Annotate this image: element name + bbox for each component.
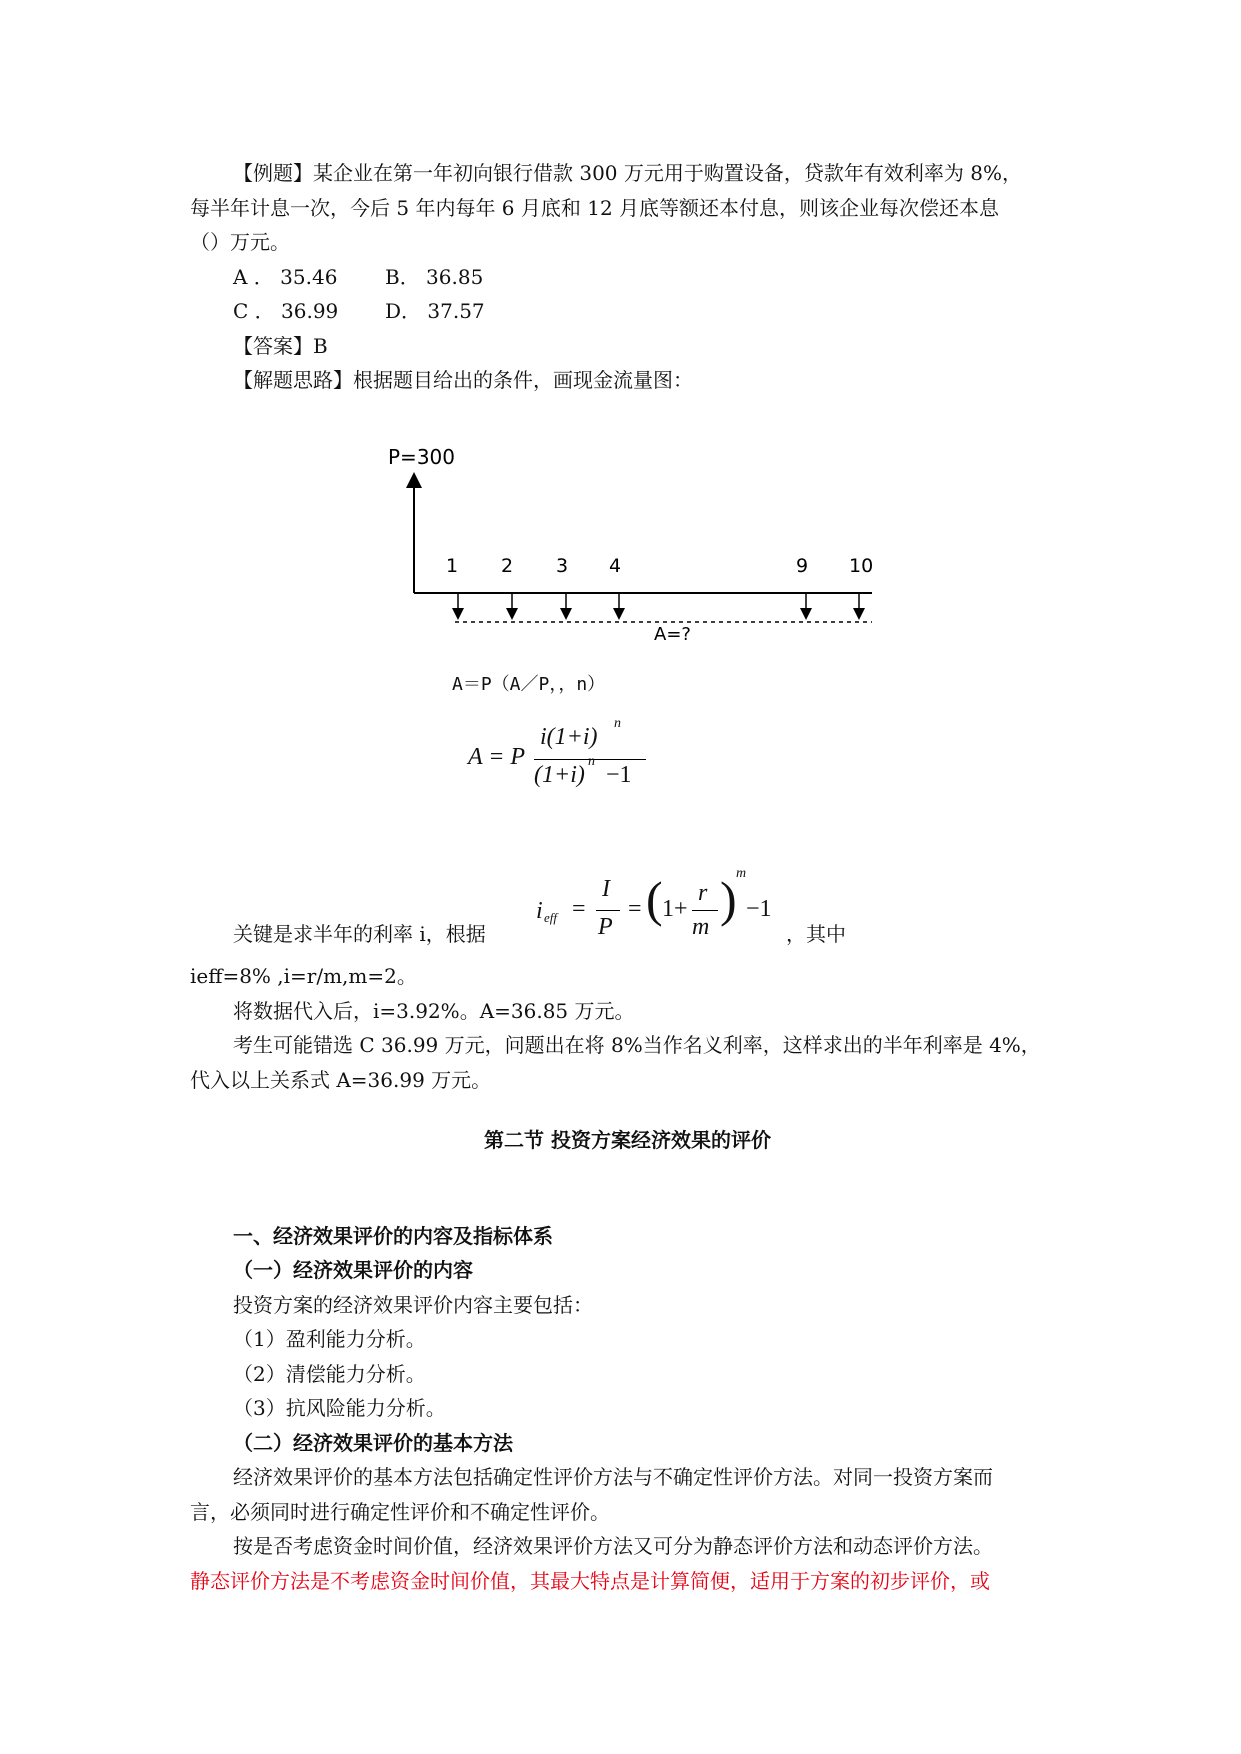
heading-1-1: （一）经济效果评价的内容: [233, 1258, 473, 1282]
formula-3-frac-bar: [596, 910, 620, 911]
formula-2-numerator: i(1+i): [540, 724, 598, 750]
formula-1: A＝P（A／P，，n）: [452, 674, 606, 695]
example-line-1: 【例题】某企业在第一年初向银行借款 300 万元用于购置设备，贷款年有效利率为 8%，: [233, 161, 1022, 185]
formula-3-eq1: =: [572, 896, 586, 922]
formula-3-eq2: =: [628, 896, 642, 922]
option-d: D． 37.57: [385, 299, 485, 323]
answer: 【答案】B: [233, 334, 328, 358]
approach: 【解题思路】根据题目给出的条件，画现金流量图：: [233, 368, 693, 392]
substitute: 将数据代入后，i=3.92%。A=36.85 万元。: [233, 999, 635, 1023]
key-sentence-suffix: ，其中: [786, 922, 846, 946]
formula-3-frac-den: P: [598, 914, 613, 940]
period-label-3: 3: [556, 555, 569, 577]
period-label-1: 1: [446, 555, 459, 577]
period-label-10: 10: [849, 555, 874, 577]
methods-line-4-highlight: 静态评价方法是不考虑资金时间价值，其最大特点是计算简便，适用于方案的初步评价，或: [190, 1569, 990, 1593]
methods-line-1: 经济效果评价的基本方法包括确定性评价方法与不确定性评价方法。对同一投资方案而: [233, 1465, 993, 1489]
formula-2-denominator-exp: n: [588, 754, 595, 769]
formula-3-r: r: [698, 880, 708, 906]
formula-3-tail: −1: [746, 896, 772, 922]
heading-1-2: （二）经济效果评价的基本方法: [233, 1431, 513, 1455]
methods-line-3: 按是否考虑资金时间价值，经济效果评价方法又可分为静态评价方法和动态评价方法。: [233, 1534, 993, 1558]
content-intro: 投资方案的经济效果评价内容主要包括：: [233, 1293, 593, 1317]
option-a: A ． 35.46: [233, 265, 338, 289]
formula-3-paren-close: ): [720, 871, 737, 927]
formula-3: [536, 866, 776, 950]
formula-2-lhs: A = P: [468, 744, 526, 770]
option-b: B． 36.85: [385, 265, 484, 289]
formula-3-subscript: eff: [544, 910, 557, 925]
list-item: （2）清偿能力分析。: [233, 1362, 426, 1386]
section-title: 第二节 投资方案经济效果的评价: [484, 1128, 771, 1152]
key-sentence-prefix: 关键是求半年的利率 i，根据: [233, 922, 486, 946]
mistake-line-1: 考生可能错选 C 36.99 万元，问题出在将 8%当作名义利率，这样求出的半年利率是 4%，: [233, 1033, 1041, 1057]
example-line-3: （）万元。: [190, 230, 290, 254]
methods-line-2: 言，必须同时进行确定性评价和不确定性评价。: [190, 1500, 610, 1524]
heading-1: 一、经济效果评价的内容及指标体系: [233, 1224, 553, 1248]
period-label-9: 9: [796, 555, 809, 577]
formula-2-numerator-exp: n: [614, 716, 621, 731]
annuity-label: A=?: [654, 624, 691, 645]
formula-2-denominator: (1+i): [534, 762, 585, 788]
period-label-2: 2: [501, 555, 514, 577]
params: ieff=8% ,i=r/m,m=2。: [190, 964, 417, 988]
option-c: C ． 36.99: [233, 299, 339, 323]
formula-3-paren-open: (: [646, 871, 663, 927]
formula-3-exp: m: [736, 866, 747, 881]
list-item: （3）抗风险能力分析。: [233, 1396, 446, 1420]
period-label-4: 4: [609, 555, 622, 577]
mistake-line-2: 代入以上关系式 A=36.99 万元。: [190, 1068, 492, 1092]
formula-3-one-plus: 1+: [662, 896, 688, 922]
formula-3-inner-bar: [692, 910, 718, 911]
formula-3-lhs: i: [536, 898, 543, 924]
formula-3-m: m: [692, 914, 710, 940]
formula-2: [468, 716, 648, 794]
formula-3-frac-num: I: [602, 876, 610, 902]
list-item: （1）盈利能力分析。: [233, 1327, 426, 1351]
example-line-2: 每半年计息一次，今后 5 年内每年 6 月底和 12 月底等额还本付息，则该企业每次偿还本息: [190, 196, 1000, 220]
formula-2-denominator-tail: −1: [606, 762, 632, 788]
p-label: P=300: [388, 445, 455, 469]
